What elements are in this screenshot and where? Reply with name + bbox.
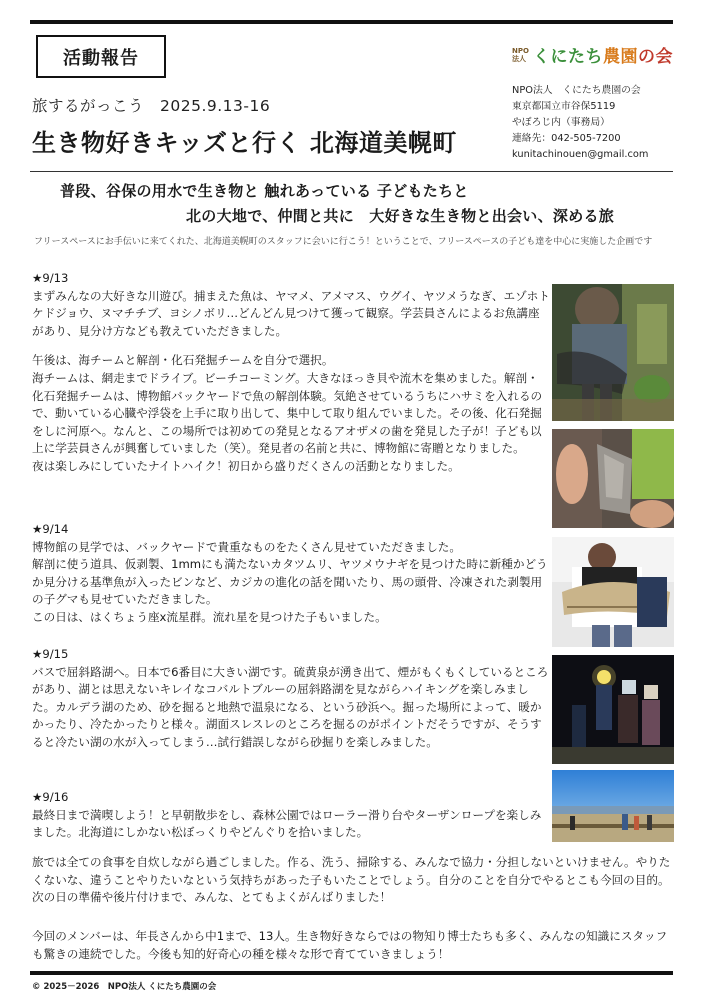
org-address: 東京都国立市谷保5119 xyxy=(512,101,616,112)
day-date: ★9/13 xyxy=(32,271,69,285)
closing-paragraph-2: 今回のメンバーは、年長さんから中1まで、13人。生き物好きならではの物知り博士たちも多く、みんなの知識にスタッフも驚きの連続でした。今後も知的好奇心の種を様々な形で育てていきましょう！ xyxy=(32,929,668,961)
night-hike-photo xyxy=(552,655,674,764)
top-rule xyxy=(30,20,673,24)
river-fishing-photo xyxy=(552,284,674,421)
day-date: ★9/14 xyxy=(32,522,69,536)
header-divider xyxy=(30,171,673,172)
org-info xyxy=(512,83,648,163)
logo-wordmark: くにたち農園の会 xyxy=(532,47,673,67)
closing-paragraph-1: 旅では全ての食事を自炊しながら過ごしました。作る、洗う、掃除する、みんなで協力・分担しないといけません。やりたくないな、違うことやりたいなという気持ちがあった子もいたことでしょう。自分のことを自分でやるとこも今回の目的。次の日の準備や後片付けまで、みんな、とてもよくがんばりました！ xyxy=(32,855,671,905)
horse-skull-photo xyxy=(552,537,674,647)
day-section-0914 xyxy=(32,521,550,627)
bottom-rule xyxy=(30,971,673,975)
org-email[interactable]: kunitachinouen@gmail.com xyxy=(512,149,649,160)
org-name: NPO法人 くにたち農園の会 xyxy=(512,85,641,96)
day-date: ★9/16 xyxy=(32,790,69,804)
day-paragraph: まずみんなの大好きな川遊び。捕まえた魚は、ヤマメ、アメマス、ウグイ、ヤツメうなぎ、エゾホトケドジョウ、ヌマチチブ、ヨシノボリ…どんどん見つけて獲って観察。学芸員さんによるお魚講座があり、見分け方なども教えていただきました。 xyxy=(32,288,550,338)
day-section-0916 xyxy=(32,789,550,842)
org-office: やぼろじ内（事務局） xyxy=(512,117,610,128)
logo-npo-mark: NPO 法人 xyxy=(512,46,529,63)
day-section-0913 xyxy=(32,270,550,476)
activity-report-tag: 活動報告 xyxy=(36,35,166,78)
day-paragraph: バスで屈斜路湖へ。日本で6番目に大きい湖です。硫黄泉が湧き出て、煙がもくもくしているところがあり、湖とは思えないキレイなコバルトブルーの屈斜路湖を見ながらハイキングを楽しみました。カルデラ湖のため、砂を掘ると地熱で温泉になる、という砂浜へ。掘った場所によって、暖かかったり、冷たかったりと様々。湖面スレスレのところを掘るのがポイントだそうですが、そうすると冷たい湖の水が入ってしまう…試行錯誤しながら砂掘りを楽しみました。 xyxy=(32,664,549,749)
org-logo xyxy=(512,42,673,67)
forest-park-photo xyxy=(552,770,674,842)
lead-line-2: 北の大地で、仲間と共に 大好きな生き物と出会い、深める旅 xyxy=(186,207,615,225)
fossil-tooth-photo xyxy=(552,429,674,528)
intro-text: フリースペースにお手伝いに来てくれた、北海道美幌町のスタッフに会いに行こう！ということで、フリースペースの子ども達を中心に実施した企画です xyxy=(34,237,653,247)
lead-line-1: 普段、谷保の用水で生き物と 触れあっている 子どもたちと xyxy=(60,182,469,200)
day-paragraph: 最終日まで満喫しよう！と早朝散歩をし、森林公園ではローラー滑り台やターザンロープを楽しみました。北海道にしかない松ぼっくりやどんぐりを拾いました。 xyxy=(32,807,542,840)
org-contact: 連絡先：042-505-7200 xyxy=(512,133,621,144)
footer-copyright: © 2025－2026 NPO法人 くにたち農園の会 xyxy=(32,982,217,992)
trip-subtitle: 旅するがっこう 2025.9.13-16 xyxy=(32,97,271,115)
page-title: 生き物好きキッズと行く 北海道美幌町 xyxy=(32,129,457,157)
day-date: ★9/15 xyxy=(32,647,69,661)
day-paragraph: 午後は、海チームと解剖・化石発掘チームを自分で選択。 海チームは、網走までドライブ。ビーチコーミング。大きなほっき貝や流木を集めました。解剖・化石発掘チームは、博物館バックヤードで魚の解剖体験。気絶させているうちにハサミを入れるので、動いている心臓や浮袋を上手に取り出して、集中して取り組んでいました。その後、化石発掘をしに河原へ。なんと、この場所では初めての発見となるアオザメの歯を発見した子が！子ども以上に学芸員さんが興奮していました（笑）。発見者の名前と共に、博物館に寄贈となりました。 夜は楽しみにしていたナイトハイク！初日から盛りだくさんの活動となりました。 xyxy=(32,353,543,473)
day-paragraph: 博物館の見学では、バックヤードで貴重なものをたくさん見せていただきました。 解剖に使う道具、仮剥製、1mmにも満たないカタツムリ、ヤツメウナギを見つけた時に新種かどうか見分ける基準魚が入ったビンなど、カジカの進化の話を聞いたり、馬の頭骨、冷凍された剥製用の子グマも見せていただきました。 この日は、はくちょう座x流星群。流れ星を見つけた子もいました。 xyxy=(32,539,548,624)
day-section-0915 xyxy=(32,646,550,752)
